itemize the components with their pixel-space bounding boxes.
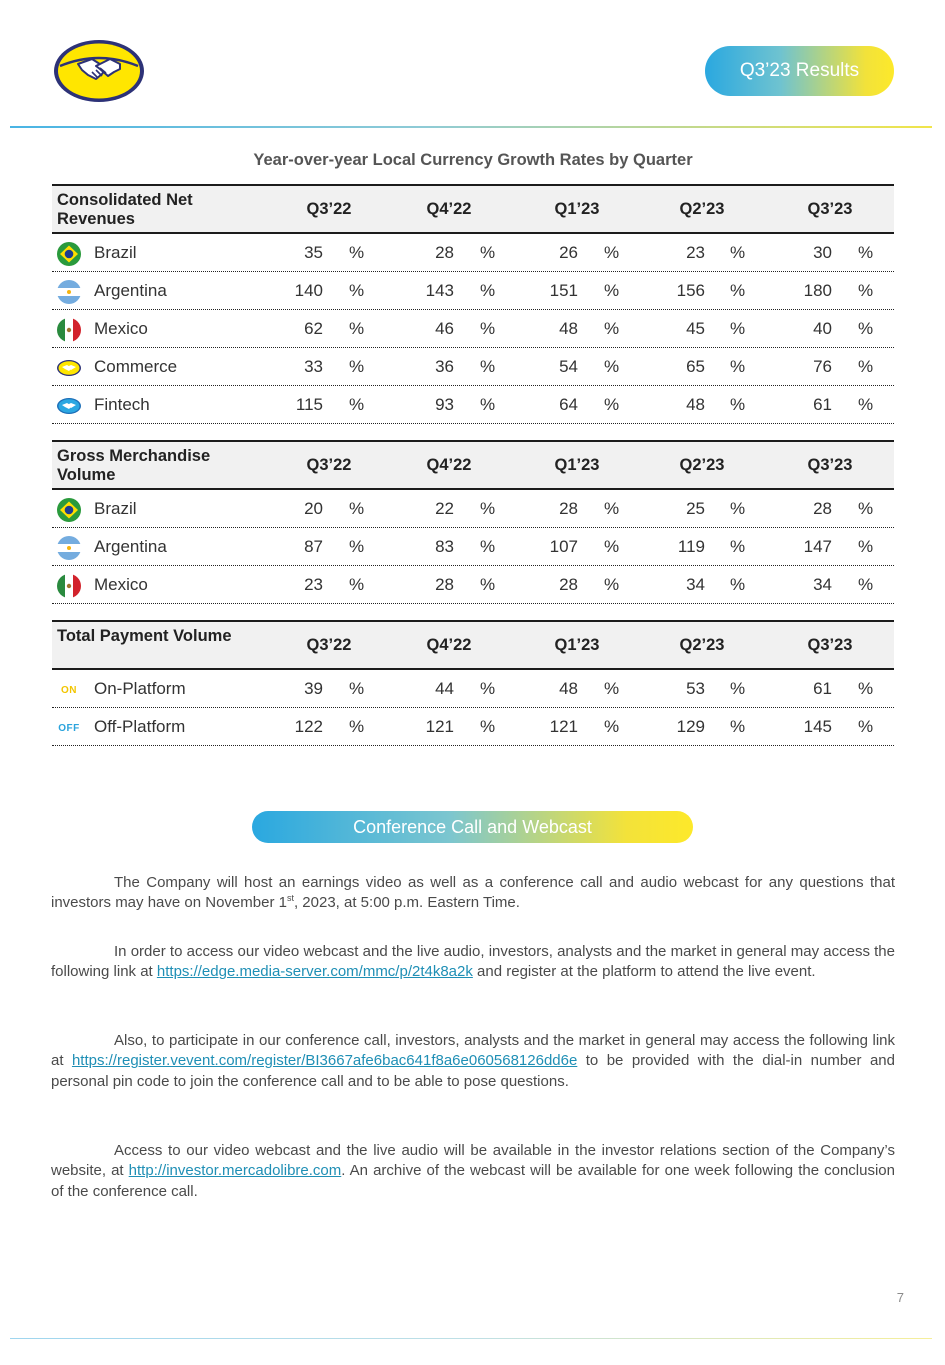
table-row <box>52 310 894 348</box>
percent-sign: % <box>858 243 874 262</box>
percent-sign: % <box>480 575 496 594</box>
cell-value: 65 <box>686 357 705 376</box>
row-label: Fintech <box>94 395 150 414</box>
brazil-flag-icon <box>56 497 82 523</box>
cell-value: 151 <box>549 281 578 300</box>
row-label: Brazil <box>94 499 137 518</box>
percent-sign: % <box>604 395 620 414</box>
percent-sign: % <box>858 499 874 518</box>
off-icon <box>56 715 82 741</box>
cell-value: 93 <box>435 395 454 414</box>
percent-sign: % <box>730 357 746 376</box>
table-row <box>52 528 894 566</box>
argentina-flag-icon <box>56 279 82 305</box>
percent-sign: % <box>604 243 620 262</box>
column-header: Q4’22 <box>426 636 472 654</box>
percent-sign: % <box>480 319 496 338</box>
column-header: Q2’23 <box>679 456 725 474</box>
column-header: Q1’23 <box>554 200 600 218</box>
row-label: Mexico <box>94 319 148 338</box>
cell-value: 35 <box>304 243 323 262</box>
percent-sign: % <box>604 679 620 698</box>
paragraph-1 <box>51 873 895 914</box>
row-label: On-Platform <box>94 679 186 698</box>
percent-sign: % <box>349 357 365 376</box>
cell-value: 20 <box>304 499 323 518</box>
percent-sign: % <box>349 281 365 300</box>
paragraph-text: . An archive of the webcast will be available for one week following the conclusion of the conference call. <box>51 1162 895 1200</box>
cell-value: 48 <box>559 319 578 338</box>
cell-value: 34 <box>813 575 832 594</box>
cell-value: 26 <box>559 243 578 262</box>
cell-value: 129 <box>676 717 705 736</box>
header-divider <box>10 126 932 128</box>
percent-sign: % <box>858 357 874 376</box>
table-row <box>52 348 894 386</box>
percent-sign: % <box>730 717 746 736</box>
cell-value: 140 <box>294 281 323 300</box>
section-net-revenues <box>52 184 894 424</box>
percent-sign: % <box>858 575 874 594</box>
row-label: Argentina <box>94 281 167 300</box>
percent-sign: % <box>349 499 365 518</box>
percent-sign: % <box>730 679 746 698</box>
percent-sign: % <box>349 679 365 698</box>
paragraph-text: Also, to participate in our conference call, investors, analysts and the market in general may access the following link at <box>51 1032 895 1070</box>
paragraph-text: , 2023, at 5:00 p.m. Eastern Time. <box>293 894 520 912</box>
registration-link[interactable]: https://register.vevent.com/register/BI3667afe6bac641f8a6e060568126dd6e <box>71 1052 578 1070</box>
brazil-flag-icon <box>56 241 82 267</box>
conference-heading: Conference Call and Webcast <box>252 811 693 843</box>
paragraph-4 <box>51 1141 895 1202</box>
off-icon-text: OFF <box>58 722 80 734</box>
percent-sign: % <box>480 357 496 376</box>
handshake-logo-icon <box>52 38 146 104</box>
cell-value: 33 <box>304 357 323 376</box>
row-label: Off-Platform <box>94 717 186 736</box>
cell-value: 36 <box>435 357 454 376</box>
column-header: Q1’23 <box>554 636 600 654</box>
table-row <box>52 234 894 272</box>
percent-sign: % <box>480 281 496 300</box>
section-header <box>52 440 894 490</box>
cell-value: 143 <box>425 281 454 300</box>
paragraph-text: The Company will host an earnings video as well as a conference call and audio webcast for any questions that investors may have on November 1 <box>51 874 895 912</box>
cell-value: 34 <box>686 575 705 594</box>
argentina-flag-icon <box>56 535 82 561</box>
cell-value: 40 <box>813 319 832 338</box>
row-label: Mexico <box>94 575 148 594</box>
percent-sign: % <box>349 243 365 262</box>
on-icon-text: ON <box>61 684 77 696</box>
results-badge: Q3’23 Results <box>705 46 894 96</box>
table-row <box>52 708 894 746</box>
column-header: Q1’23 <box>554 456 600 474</box>
percent-sign: % <box>349 717 365 736</box>
cell-value: 30 <box>813 243 832 262</box>
percent-sign: % <box>604 499 620 518</box>
cell-value: 48 <box>559 679 578 698</box>
column-header: Q3’23 <box>807 200 853 218</box>
cell-value: 64 <box>559 395 578 414</box>
percent-sign: % <box>349 575 365 594</box>
column-header: Q2’23 <box>679 200 725 218</box>
percent-sign: % <box>604 575 620 594</box>
percent-sign: % <box>730 243 746 262</box>
cell-value: 107 <box>549 537 578 556</box>
cell-value: 83 <box>435 537 454 556</box>
mexico-flag-icon <box>56 317 82 343</box>
cell-value: 28 <box>559 575 578 594</box>
column-header: Q3’22 <box>306 456 352 474</box>
column-header: Q2’23 <box>679 636 725 654</box>
cell-value: 54 <box>559 357 578 376</box>
cell-value: 28 <box>435 243 454 262</box>
webcast-link[interactable]: https://edge.media-server.com/mmc/p/2t4k8a2k <box>156 963 473 981</box>
table-row <box>52 386 894 424</box>
percent-sign: % <box>730 281 746 300</box>
percent-sign: % <box>349 319 365 338</box>
cell-value: 122 <box>294 717 323 736</box>
percent-sign: % <box>604 357 620 376</box>
cell-value: 25 <box>686 499 705 518</box>
cell-value: 45 <box>686 319 705 338</box>
table-title: Year-over-year Local Currency Growth Rates by Quarter <box>253 151 693 169</box>
cell-value: 62 <box>304 319 323 338</box>
paragraph-3 <box>51 1031 895 1092</box>
row-label: Argentina <box>94 537 167 556</box>
percent-sign: % <box>349 537 365 556</box>
percent-sign: % <box>730 537 746 556</box>
cell-value: 28 <box>435 575 454 594</box>
row-label: Brazil <box>94 243 137 262</box>
percent-sign: % <box>349 395 365 414</box>
cell-value: 23 <box>686 243 705 262</box>
cell-value: 121 <box>425 717 454 736</box>
percent-sign: % <box>858 679 874 698</box>
cell-value: 115 <box>295 395 323 414</box>
paragraph-text: to be provided with the dial-in number and personal pin code to join the conference call and to be able to pose questions. <box>51 1052 895 1090</box>
column-header: Q3’22 <box>306 200 352 218</box>
cell-value: 53 <box>686 679 705 698</box>
section-title: Consolidated Net Revenues <box>57 191 193 228</box>
column-header: Q4’22 <box>426 200 472 218</box>
table-row <box>52 272 894 310</box>
investor-relations-link[interactable]: http://investor.mercadolibre.com <box>128 1162 342 1180</box>
cell-value: 23 <box>304 575 323 594</box>
percent-sign: % <box>480 717 496 736</box>
page-number: 7 <box>896 1290 904 1305</box>
section-header <box>52 620 894 670</box>
cell-value: 156 <box>676 281 705 300</box>
row-label: Commerce <box>94 357 178 376</box>
cell-value: 61 <box>813 395 832 414</box>
percent-sign: % <box>730 575 746 594</box>
cell-value: 147 <box>803 537 832 556</box>
table-row <box>52 566 894 604</box>
section-title: Gross Merchandise Volume <box>57 447 211 484</box>
percent-sign: % <box>730 395 746 414</box>
fintech-handshake-icon <box>56 393 82 419</box>
percent-sign: % <box>858 319 874 338</box>
percent-sign: % <box>858 717 874 736</box>
cell-value: 180 <box>803 281 832 300</box>
percent-sign: % <box>480 395 496 414</box>
percent-sign: % <box>604 319 620 338</box>
section-gmv <box>52 440 894 604</box>
cell-value: 28 <box>813 499 832 518</box>
percent-sign: % <box>604 537 620 556</box>
percent-sign: % <box>858 537 874 556</box>
paragraph-text: and register at the platform to attend the live event. <box>472 963 816 981</box>
commerce-handshake-icon <box>56 355 82 381</box>
percent-sign: % <box>858 395 874 414</box>
cell-value: 46 <box>435 319 454 338</box>
percent-sign: % <box>480 243 496 262</box>
table-row <box>52 490 894 528</box>
ordinal-suffix: st <box>286 893 294 904</box>
percent-sign: % <box>858 281 874 300</box>
percent-sign: % <box>604 281 620 300</box>
cell-value: 119 <box>677 537 705 556</box>
percent-sign: % <box>480 537 496 556</box>
table-row <box>52 670 894 708</box>
paragraph-2 <box>51 942 895 983</box>
cell-value: 145 <box>803 717 832 736</box>
section-title: Total Payment Volume <box>57 627 232 645</box>
cell-value: 76 <box>813 357 832 376</box>
paragraph-text: Access to our video webcast and the live audio will be available in the investor relations section of the Company’s website, at <box>51 1142 895 1180</box>
mexico-flag-icon <box>56 573 82 599</box>
percent-sign: % <box>604 717 620 736</box>
cell-value: 61 <box>813 679 832 698</box>
cell-value: 28 <box>559 499 578 518</box>
cell-value: 22 <box>435 499 454 518</box>
cell-value: 87 <box>304 537 323 556</box>
percent-sign: % <box>730 499 746 518</box>
on-icon <box>56 677 82 703</box>
footer-divider <box>10 1338 932 1339</box>
column-header: Q3’23 <box>807 636 853 654</box>
cell-value: 44 <box>435 679 454 698</box>
section-tpv <box>52 620 894 746</box>
percent-sign: % <box>480 679 496 698</box>
cell-value: 39 <box>304 679 323 698</box>
cell-value: 121 <box>549 717 578 736</box>
percent-sign: % <box>480 499 496 518</box>
percent-sign: % <box>730 319 746 338</box>
paragraph-text: In order to access our video webcast and the live audio, investors, analysts and the market in general may access the following link at <box>51 943 895 981</box>
column-header: Q3’22 <box>306 636 352 654</box>
section-header <box>52 184 894 234</box>
cell-value: 48 <box>686 395 705 414</box>
column-header: Q4’22 <box>426 456 472 474</box>
column-header: Q3’23 <box>807 456 853 474</box>
